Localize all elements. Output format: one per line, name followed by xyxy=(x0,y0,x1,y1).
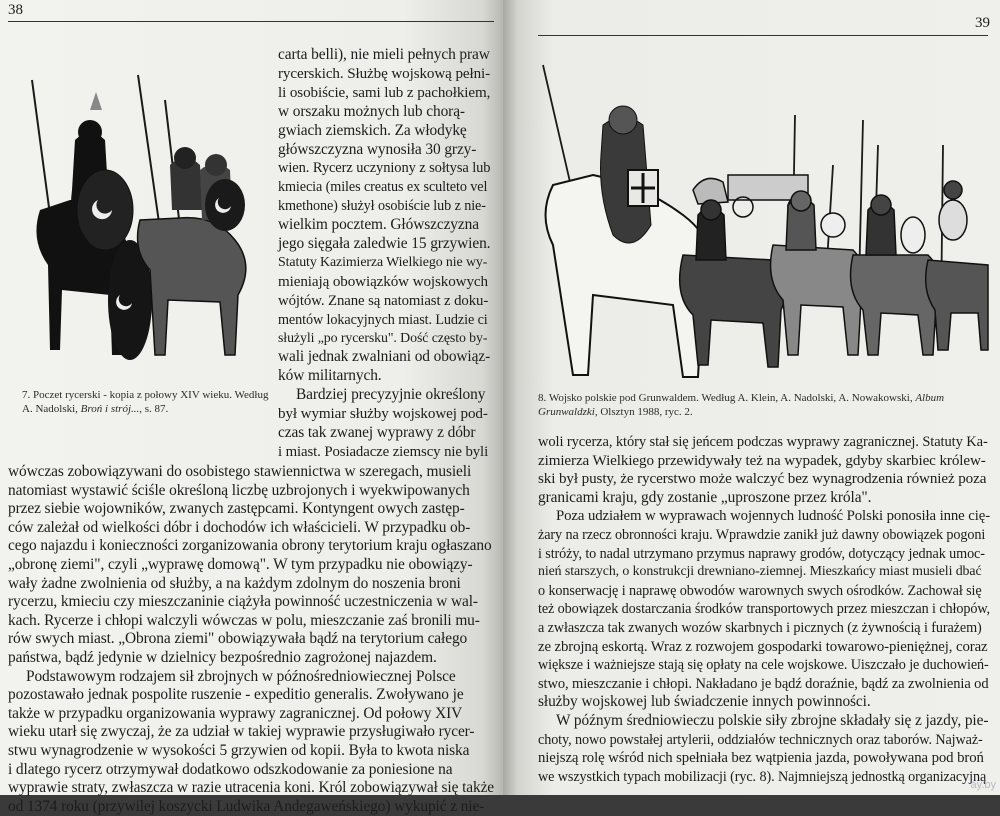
text-line: choty, nowo powstałej artylerii, oddziałów technicznych oraz taborów. Najważ- xyxy=(538,731,983,748)
text-line: wali jednak zwalniani od obowiąz- xyxy=(278,348,491,366)
text-line: wówczas zobowiązywani do osobistego stawiennictwa w szeregach, musieli xyxy=(8,463,472,480)
text-line: stwu wynagrodzenie w wysokości 5 grzywien od kopii. Była to kwota niska xyxy=(8,742,470,759)
text-line: czas tak zwanej wyprawy z dóbr xyxy=(278,424,476,441)
text-line: „obronę ziemi", czyli „wyprawę domową". W tym przypadku nie obowiązy- xyxy=(8,556,473,573)
text-line: większe i ważniejsze stają się opłaty na cele wojskowe. Uiszczało je duchowień- xyxy=(538,657,989,674)
text-line: zimierza Wielkiego przewidywały też na wypadek, gdyby skarbiec królew- xyxy=(538,452,986,469)
text-line: Podstawowym rodzajem sił zbrojnych w późnośredniowiecznej Polsce xyxy=(26,667,456,685)
text-line: stwo, mieszczanie i chłopi. Nakładano je bądź doraźnie, bądź za zwolnienia od xyxy=(538,675,989,692)
text-line: pozostawało jednak pospolite ruszenie - expeditio generalis. Zwoływano je xyxy=(8,686,464,704)
text-line: w orszaku możnych lub chorą- xyxy=(278,102,465,120)
text-line: gwiach ziemskich. Za włodykę xyxy=(278,121,467,139)
text-line: Poza udziałem w wyprawach wojennych ludność Polski ponosiła inne cię- xyxy=(556,508,991,525)
text-line: rów swych miast. „Obrona ziemi" obowiązywała bądź na terytorium całego xyxy=(8,630,468,648)
text-line: mentów lokacyjnych miast. Ludzie ci xyxy=(278,311,488,328)
text-line: też obowiązek dostarczania środków transportowych przez mieszczan i chłopów, xyxy=(538,601,990,618)
text-line: wieku utarł się zwyczaj, że za udział w takiej wyprawie przysługiwało rycer- xyxy=(8,723,475,741)
text-line: mieniają obowiązków wojskowych xyxy=(278,273,488,290)
text-line: niejszą rolę wśród nich spełniała bez wątpienia jazda, powoływana pod broń xyxy=(538,750,984,767)
text-line: a zwłaszcza tak zwanych wozów skarbnych i picznych (z żywnością i furażem) xyxy=(538,620,982,636)
text-line: rycerskich. Służbę wojskową pełni- xyxy=(278,65,491,82)
knights-illustration xyxy=(20,70,270,370)
army-drawing xyxy=(533,55,988,385)
text-line: wyprawie straty, zwłaszcza w razie utracenia koni. Król zobowiązywał się także xyxy=(8,779,495,797)
figure-7-caption xyxy=(22,388,272,416)
text-line: kmethone) służył osobiście lub z nie- xyxy=(278,198,486,215)
page-number: 38 xyxy=(8,2,23,18)
text-line: i stróży, to nadal utrzymano przymus naprawy grodów, dotyczący jednak umoc- xyxy=(538,545,985,562)
text-line: wały żadne zwolnienia od służby, a na każdym zdolnym do noszenia broni xyxy=(8,574,461,592)
text-line: od 1374 roku (przywilej koszycki Ludwika Andegaweńskiego) wykupić z nie- xyxy=(8,797,485,815)
caption-title: Broń i strój... xyxy=(80,403,140,415)
figure-8-caption xyxy=(538,391,993,419)
text-line: rycerzu, kmieciu czy mieszczaninie ciążyła powinność uczestniczenia w wal- xyxy=(8,593,478,611)
text-line: główszczyzna wynosiła 30 grzy- xyxy=(278,140,477,158)
watermark: ay.by xyxy=(970,779,996,791)
text-line: granicami kraju, gdy zostanie „uproszone przez króla". xyxy=(538,488,872,506)
caption-number: 8. xyxy=(538,392,547,404)
text-line: natomiast wystawić ściśle określoną liczbę uzbrojonych i wyekwipowanych xyxy=(8,481,470,499)
text-line: był wymiar służby wojskowej pod- xyxy=(278,406,488,423)
text-line: o konserwację i naprawę obwodów warownych swych ośrodków. Zachował się xyxy=(538,582,982,599)
text-line: carta belli), nie mieli pełnych praw xyxy=(278,46,490,63)
caption-text: Poczet rycerski - kopia z połowy XIV wieku. Według A. Nadolski, xyxy=(22,389,269,415)
text-line: także w przypadku organizowania wyprawy zagranicznej. Od połowy XIV xyxy=(8,704,463,722)
caption-text-after: , s. 87. xyxy=(139,403,169,415)
text-line: ców zależał od wielkości dóbr i dochodów ich właścicieli. W przypadku ob- xyxy=(8,518,471,536)
text-line: kach. Rycerze i chłopi walczyli wówczas w polu, mieszczanie zaś bronili mu- xyxy=(8,611,480,629)
grunwald-army-illustration xyxy=(533,55,988,385)
text-line: jego sięgała zaledwie 15 grzywien. xyxy=(278,235,491,252)
caption-number: 7. xyxy=(22,389,31,401)
header-rule xyxy=(538,35,988,36)
text-line: we wszystkich typach mobilizacji (ryc. 8). Najmniejszą jednostką organizacyjną xyxy=(538,768,987,785)
caption-text: Wojsko polskie pod Grunwaldem. Według A. Klein, A. Nadolski, A. Nowakowski, xyxy=(548,392,916,404)
text-line: przez siebie wojowników, zwanych zastępcami. Kontyngent owych zastęp- xyxy=(8,500,465,518)
text-line: kmiecia (miles creatus ex sculteto vel xyxy=(278,179,488,196)
text-line: Bardziej precyzyjnie określony xyxy=(296,386,486,404)
text-line: żary na rzecz obronności kraju. Wprawdzie zanikł już dawny obowiązek pogoni xyxy=(538,527,986,543)
text-line: służyli „po rycersku". Dość często by- xyxy=(278,330,488,346)
header-rule xyxy=(8,21,494,22)
text-line: wien. Rycerz uczyniony z sołtysa lub xyxy=(278,160,491,177)
text-line: państwa, bądź jedynie w dzielnicy bezpośrednio zagrożonej najazdem. xyxy=(8,649,437,666)
text-line: cego najazdu i konieczności zorganizowania obrony terytorium kraju ogłaszano xyxy=(8,537,492,555)
text-line: nień starszych, o konstrukcji drewniano-ziemnej. Mieszkańcy miast musieli dbać xyxy=(538,564,982,580)
mounted-knights-drawing xyxy=(20,70,270,370)
text-line: Statuty Kazimierza Wielkiego nie wy- xyxy=(278,254,488,270)
text-line: woli rycerza, który stał się jeńcem podczas wyprawy zagranicznej. Statuty Ka- xyxy=(538,434,988,450)
text-line: i dlatego rycerz otrzymywał dodatkowo odszkodowanie za poniesione na xyxy=(8,760,453,778)
text-line: służby wojskowej lub świadczenie innych powinności. xyxy=(538,693,871,711)
caption-text-after: , Olsztyn 1988, ryc. 2. xyxy=(594,406,693,418)
text-line: ski był pusty, że rycerstwo może walczyć bez wynagrodzenia również poza xyxy=(538,471,987,488)
text-line: wielkim pocztem. Główszczyzna xyxy=(278,216,479,234)
text-line: ze zbrojną eskortą. Wraz z rozwojem gospodarki towarowo-pieniężnej, coraz xyxy=(538,638,988,655)
text-line: li osobiście, sami lub z pachołkiem, xyxy=(278,84,491,101)
right-page xyxy=(503,0,1000,795)
text-line: W późnym średniowieczu polskie siły zbrojne składały się z jazdy, pie- xyxy=(556,712,989,729)
text-line: wójtów. Znane są natomiast z doku- xyxy=(278,292,489,309)
caption-title: Album Grunwaldzki xyxy=(538,392,945,418)
text-line: ków militarnych. xyxy=(278,367,382,385)
text-line: i miast. Posiadacze ziemscy nie byli xyxy=(278,443,489,460)
page-number: 39 xyxy=(975,15,990,31)
